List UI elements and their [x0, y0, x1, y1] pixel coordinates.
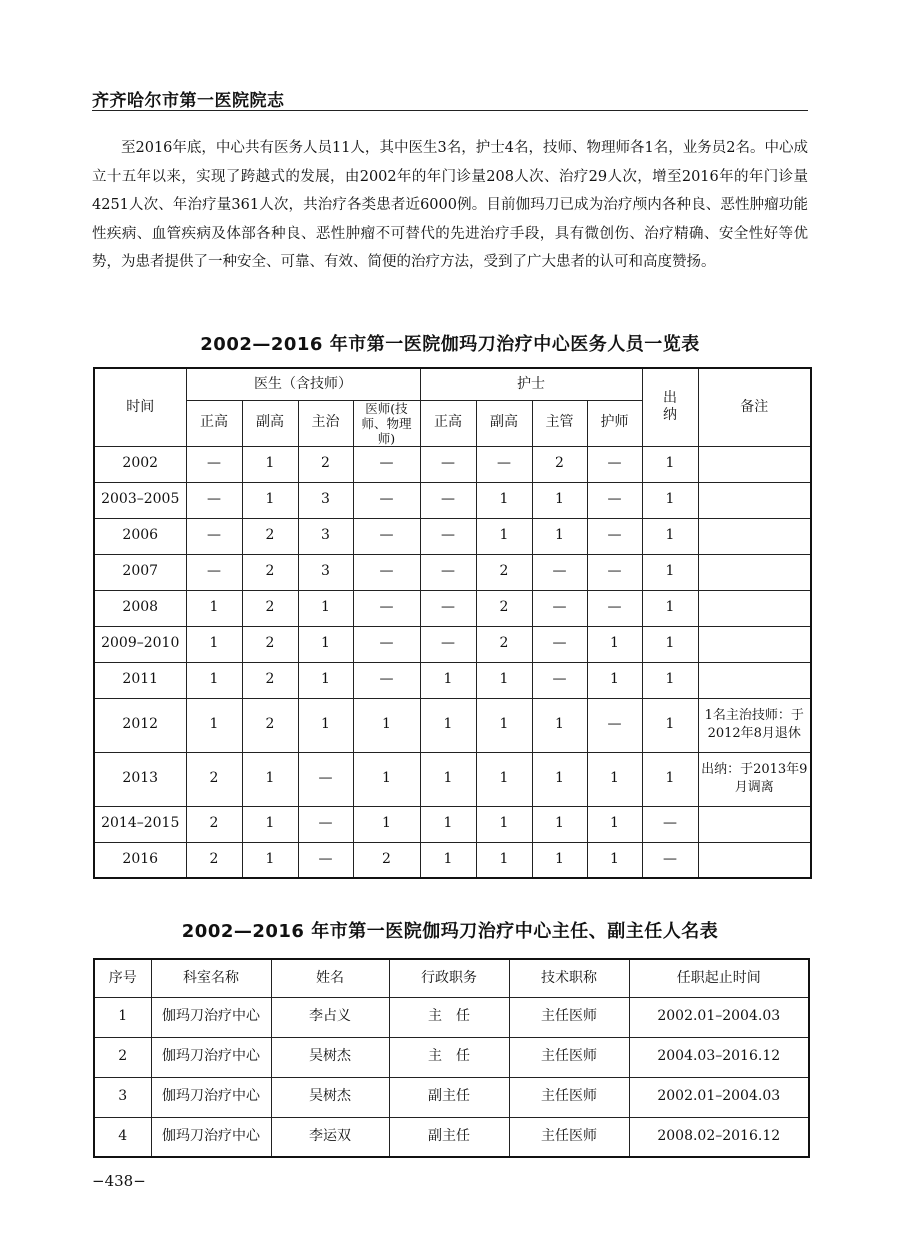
- table-row: [94, 662, 811, 698]
- table2-header-row: [94, 959, 809, 997]
- body-paragraph: 至2016年底，中心共有医务人员11人，其中医生3名，护士4名，技师、物理师各1名，业务员2名。中心成立十五年以来，实现了跨越式的发展，由2002年的年门诊量208人次、治疗29人次，增至2016年的年门诊量4251人次、年治疗量361人次，共治疗各类患者近6000例。目前伽玛刀已成为治疗颅内各种良、恶性肿瘤功能性疾病、血管疾病及体部各种良、恶性肿瘤不可替代的先进治疗手段，具有微创伤、治疗精确、安全性好等优势，为患者提供了一种安全、可靠、有效、简便的治疗方法，受到了广大患者的认可和高度赞扬。: [92, 140, 808, 270]
- cell-doctor-associate: 2: [242, 590, 298, 626]
- header-time: 时间: [94, 368, 186, 446]
- cell-nurse-charge: —: [532, 590, 587, 626]
- cell-admin-title: 主 任: [389, 997, 509, 1037]
- cell-time: 2016: [94, 842, 186, 878]
- cell-doctor-senior: —: [186, 554, 242, 590]
- cell-remark: [698, 662, 811, 698]
- table-row: [94, 1037, 809, 1077]
- cell-nurse-associate: 1: [476, 842, 532, 878]
- cell-nurse-nurse: —: [587, 446, 642, 482]
- table-row: [94, 752, 811, 806]
- cell-time: 2013: [94, 752, 186, 806]
- running-header: [92, 82, 808, 111]
- cell-doctor-physician: 2: [353, 842, 420, 878]
- cell-time: 2007: [94, 554, 186, 590]
- header-tech-title: 技术职称: [509, 959, 629, 997]
- cell-tenure: 2004.03–2016.12: [629, 1037, 809, 1077]
- cell-nurse-charge: 2: [532, 446, 587, 482]
- cell-tenure: 2002.01–2004.03: [629, 997, 809, 1037]
- cell-doctor-attending: 2: [298, 446, 353, 482]
- col-doctor-senior: 正高: [186, 400, 242, 446]
- cell-nurse-associate: 1: [476, 752, 532, 806]
- cell-cashier: —: [642, 806, 698, 842]
- cell-admin-title: 主 任: [389, 1037, 509, 1077]
- cell-doctor-physician: —: [353, 554, 420, 590]
- cell-doctor-physician: 1: [353, 698, 420, 752]
- col-doctor-physician: 医师(技师、物理师): [353, 400, 420, 446]
- cell-time: 2008: [94, 590, 186, 626]
- cell-cashier: 1: [642, 446, 698, 482]
- col-nurse-senior: 正高: [420, 400, 476, 446]
- cell-cashier: 1: [642, 554, 698, 590]
- cell-nurse-senior: —: [420, 626, 476, 662]
- cell-doctor-senior: —: [186, 482, 242, 518]
- cell-nurse-senior: —: [420, 446, 476, 482]
- header-nurses: 护士: [420, 368, 642, 400]
- table-row: [94, 590, 811, 626]
- cell-nurse-associate: 1: [476, 518, 532, 554]
- col-doctor-attending: 主治: [298, 400, 353, 446]
- cell-doctor-physician: —: [353, 482, 420, 518]
- cell-nurse-nurse: —: [587, 482, 642, 518]
- cell-cashier: 1: [642, 482, 698, 518]
- cell-index: 4: [94, 1117, 151, 1157]
- cell-nurse-associate: 2: [476, 626, 532, 662]
- cell-nurse-associate: 1: [476, 482, 532, 518]
- cell-cashier: 1: [642, 518, 698, 554]
- cell-doctor-attending: 3: [298, 482, 353, 518]
- cell-doctor-associate: 1: [242, 752, 298, 806]
- table-row: [94, 446, 811, 482]
- cell-nurse-associate: 2: [476, 590, 532, 626]
- cell-remark: [698, 518, 811, 554]
- table1-title: 2002—2016 年市第一医院伽玛刀治疗中心医务人员一览表: [200, 334, 700, 355]
- cell-doctor-senior: 2: [186, 752, 242, 806]
- cell-nurse-nurse: 1: [587, 626, 642, 662]
- cell-nurse-nurse: —: [587, 698, 642, 752]
- cell-nurse-senior: —: [420, 554, 476, 590]
- cell-doctor-physician: —: [353, 446, 420, 482]
- header-index: 序号: [94, 959, 151, 997]
- header-remarks: 备注: [698, 368, 811, 446]
- cell-doctor-attending: 1: [298, 626, 353, 662]
- cell-cashier: 1: [642, 626, 698, 662]
- cell-index: 3: [94, 1077, 151, 1117]
- cell-doctor-physician: 1: [353, 806, 420, 842]
- cell-nurse-associate: 1: [476, 806, 532, 842]
- cell-doctor-associate: 1: [242, 842, 298, 878]
- cell-nurse-senior: 1: [420, 806, 476, 842]
- cell-nurse-senior: 1: [420, 662, 476, 698]
- table-row: [94, 482, 811, 518]
- col-doctor-associate: 副高: [242, 400, 298, 446]
- cell-cashier: 1: [642, 698, 698, 752]
- cell-doctor-associate: 2: [242, 518, 298, 554]
- table-row: [94, 842, 811, 878]
- table-row: [94, 518, 811, 554]
- cell-doctor-physician: —: [353, 662, 420, 698]
- cell-remark: [698, 482, 811, 518]
- directors-table: [93, 958, 810, 1158]
- cell-time: 2009–2010: [94, 626, 186, 662]
- table-row: [94, 626, 811, 662]
- cell-nurse-associate: 1: [476, 698, 532, 752]
- cell-doctor-senior: 2: [186, 806, 242, 842]
- cell-nurse-nurse: —: [587, 590, 642, 626]
- table-row: [94, 997, 809, 1037]
- cell-remark: [698, 806, 811, 842]
- cell-nurse-senior: —: [420, 590, 476, 626]
- cell-nurse-senior: 1: [420, 698, 476, 752]
- cell-doctor-physician: —: [353, 590, 420, 626]
- cell-doctor-physician: —: [353, 626, 420, 662]
- header-cashier: 出纳: [642, 368, 698, 446]
- cell-doctor-attending: 3: [298, 518, 353, 554]
- cell-time: 2014–2015: [94, 806, 186, 842]
- cell-nurse-associate: —: [476, 446, 532, 482]
- cell-doctor-physician: 1: [353, 752, 420, 806]
- cell-nurse-senior: 1: [420, 752, 476, 806]
- cell-department: 伽玛刀治疗中心: [151, 1077, 271, 1117]
- table-row: [94, 806, 811, 842]
- cell-name: 李运双: [271, 1117, 389, 1157]
- cell-doctor-associate: 1: [242, 806, 298, 842]
- cell-doctor-senior: 1: [186, 626, 242, 662]
- cell-index: 2: [94, 1037, 151, 1077]
- table-row: [94, 554, 811, 590]
- cell-nurse-charge: 1: [532, 518, 587, 554]
- cell-remark: 1名主治技师：于2012年8月退休: [698, 698, 811, 752]
- cell-nurse-charge: 1: [532, 752, 587, 806]
- cell-nurse-senior: —: [420, 482, 476, 518]
- cell-nurse-senior: 1: [420, 842, 476, 878]
- cell-doctor-senior: 1: [186, 662, 242, 698]
- table-row: [94, 1077, 809, 1117]
- cell-name: 李占义: [271, 997, 389, 1037]
- cell-cashier: 1: [642, 752, 698, 806]
- cell-nurse-associate: 1: [476, 662, 532, 698]
- page-number: −438−: [92, 1172, 146, 1190]
- cell-time: 2002: [94, 446, 186, 482]
- cell-remark: [698, 446, 811, 482]
- cell-remark: [698, 554, 811, 590]
- cell-department: 伽玛刀治疗中心: [151, 1117, 271, 1157]
- header-department: 科室名称: [151, 959, 271, 997]
- cell-doctor-associate: 2: [242, 626, 298, 662]
- cell-nurse-charge: 1: [532, 698, 587, 752]
- cell-admin-title: 副主任: [389, 1117, 509, 1157]
- table-row: [94, 1117, 809, 1157]
- cell-nurse-nurse: 1: [587, 752, 642, 806]
- cell-doctor-associate: 2: [242, 698, 298, 752]
- cell-nurse-charge: —: [532, 626, 587, 662]
- cell-nurse-charge: 1: [532, 806, 587, 842]
- cell-remark: [698, 842, 811, 878]
- cell-nurse-nurse: —: [587, 554, 642, 590]
- cell-admin-title: 副主任: [389, 1077, 509, 1117]
- cell-doctor-associate: 1: [242, 446, 298, 482]
- cell-nurse-nurse: 1: [587, 806, 642, 842]
- cell-doctor-attending: —: [298, 842, 353, 878]
- cell-department: 伽玛刀治疗中心: [151, 1037, 271, 1077]
- cell-remark: [698, 590, 811, 626]
- cell-name: 吴树杰: [271, 1077, 389, 1117]
- cell-remark: [698, 626, 811, 662]
- header-tenure: 任职起止时间: [629, 959, 809, 997]
- cell-doctor-associate: 2: [242, 554, 298, 590]
- table-row: [94, 698, 811, 752]
- cell-tech-title: 主任医师: [509, 1077, 629, 1117]
- cell-doctor-attending: —: [298, 806, 353, 842]
- cell-tech-title: 主任医师: [509, 997, 629, 1037]
- cell-doctor-senior: 2: [186, 842, 242, 878]
- col-nurse-charge: 主管: [532, 400, 587, 446]
- staff-table: [93, 367, 812, 879]
- cell-doctor-senior: 1: [186, 590, 242, 626]
- cell-nurse-charge: 1: [532, 842, 587, 878]
- cell-cashier: 1: [642, 662, 698, 698]
- cell-name: 吴树杰: [271, 1037, 389, 1077]
- cell-doctor-attending: 1: [298, 662, 353, 698]
- header-admin-title: 行政职务: [389, 959, 509, 997]
- header-name: 姓名: [271, 959, 389, 997]
- cell-doctor-associate: 1: [242, 482, 298, 518]
- cell-nurse-associate: 2: [476, 554, 532, 590]
- cell-nurse-nurse: 1: [587, 842, 642, 878]
- cell-nurse-charge: —: [532, 554, 587, 590]
- cell-doctor-senior: —: [186, 446, 242, 482]
- cell-nurse-senior: —: [420, 518, 476, 554]
- cell-time: 2012: [94, 698, 186, 752]
- cell-department: 伽玛刀治疗中心: [151, 997, 271, 1037]
- cell-nurse-nurse: —: [587, 518, 642, 554]
- cell-nurse-charge: —: [532, 662, 587, 698]
- col-nurse-associate: 副高: [476, 400, 532, 446]
- cell-doctor-attending: —: [298, 752, 353, 806]
- cell-remark: 出纳：于2013年9月调离: [698, 752, 811, 806]
- header-doctors: 医生（含技师）: [186, 368, 420, 400]
- cell-index: 1: [94, 997, 151, 1037]
- cell-tenure: 2008.02–2016.12: [629, 1117, 809, 1157]
- cell-time: 2006: [94, 518, 186, 554]
- book-title: 齐齐哈尔市第一医院院志: [92, 91, 285, 111]
- table2-title: 2002—2016 年市第一医院伽玛刀治疗中心主任、副主任人名表: [181, 921, 719, 942]
- cell-doctor-attending: 1: [298, 590, 353, 626]
- cell-nurse-nurse: 1: [587, 662, 642, 698]
- cell-doctor-senior: —: [186, 518, 242, 554]
- col-nurse-nurse: 护师: [587, 400, 642, 446]
- cell-time: 2003–2005: [94, 482, 186, 518]
- cell-doctor-senior: 1: [186, 698, 242, 752]
- cell-tenure: 2002.01–2004.03: [629, 1077, 809, 1117]
- cell-tech-title: 主任医师: [509, 1037, 629, 1077]
- cell-doctor-associate: 2: [242, 662, 298, 698]
- cell-doctor-attending: 1: [298, 698, 353, 752]
- cell-cashier: 1: [642, 590, 698, 626]
- cell-doctor-attending: 3: [298, 554, 353, 590]
- cell-cashier: —: [642, 842, 698, 878]
- cell-tech-title: 主任医师: [509, 1117, 629, 1157]
- cell-nurse-charge: 1: [532, 482, 587, 518]
- cell-time: 2011: [94, 662, 186, 698]
- cell-doctor-physician: —: [353, 518, 420, 554]
